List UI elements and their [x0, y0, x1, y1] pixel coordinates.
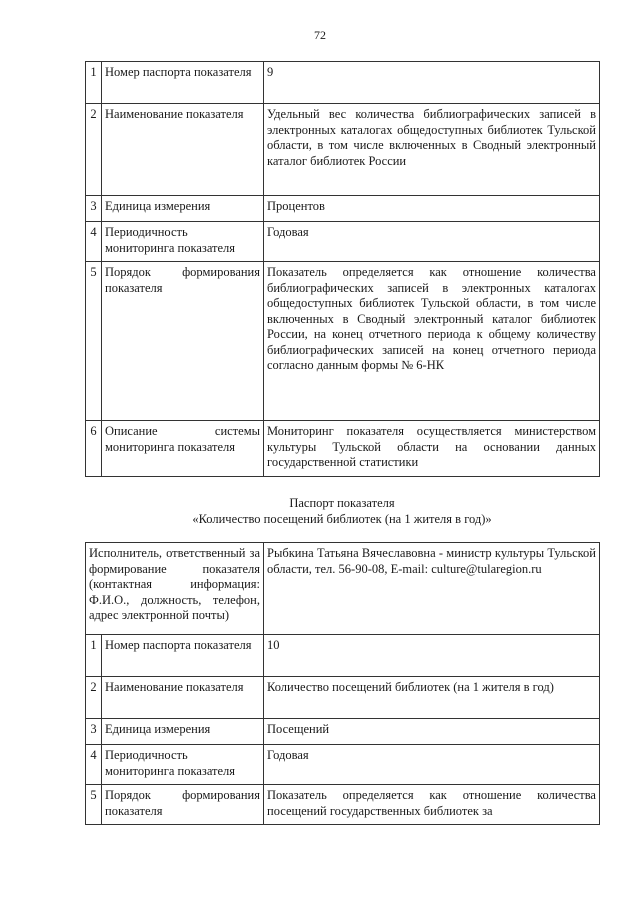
table-row [86, 677, 600, 719]
row-value: Мониторинг показателя осуществляется министерством культуры Тульской области на основании данных государственной статистики [264, 421, 600, 477]
row-label: Наименование показателя [102, 104, 264, 196]
row-label: Единица измерения [102, 719, 264, 745]
indicator-passport-9-table [85, 61, 600, 477]
row-number: 1 [86, 635, 102, 677]
row-number: 5 [86, 262, 102, 421]
row-label: Периодичность мониторинга показателя [102, 222, 264, 262]
row-label: Порядок формирования показателя [102, 785, 264, 825]
row-value: Годовая [264, 222, 600, 262]
passport-subtitle: «Количество посещений библиотек (на 1 жителя в год)» [192, 512, 492, 526]
row-value: Удельный вес количества библиографических записей в электронных каталогах общедоступных библиотек Тульской области, в том числе включенных в Сводный электронный каталог библиотек России [264, 104, 600, 196]
row-number: 5 [86, 785, 102, 825]
row-number: 3 [86, 196, 102, 222]
table-row [86, 785, 600, 825]
row-number: 4 [86, 222, 102, 262]
row-value: Показатель определяется как отношение количества библиографических записей в электронных каталогах общедоступных библиотек Тульской области, в том числе включенных в Сводный электронный каталог библиотек России, на конец отчетного периода к общему количеству библиографических записей на конец отчетного периода согласно данным формы № 6-НК [264, 262, 600, 421]
row-label: Периодичность мониторинга показателя [102, 745, 264, 785]
row-number: 3 [86, 719, 102, 745]
table-row [86, 222, 600, 262]
row-value: Показатель определяется как отношение количества посещений государственных библиотек за [264, 785, 600, 825]
table-row [86, 745, 600, 785]
row-value: 9 [264, 62, 600, 104]
executor-value: Рыбкина Татьяна Вячеславовна - министр культуры Тульской области, тел. 56-90-08, E-mail: culture@tularegion.ru [264, 543, 600, 635]
table-row [86, 635, 600, 677]
row-number: 1 [86, 62, 102, 104]
row-number: 6 [86, 421, 102, 477]
row-label: Описание системы мониторинга показателя [102, 421, 264, 477]
row-value: Процентов [264, 196, 600, 222]
table-row [86, 421, 600, 477]
indicator-passport-10-table [85, 542, 600, 825]
row-label: Порядок формирования показателя [102, 262, 264, 421]
table-row [86, 719, 600, 745]
row-label: Наименование показателя [102, 677, 264, 719]
table-row [86, 196, 600, 222]
table-row [86, 262, 600, 421]
row-value: Посещений [264, 719, 600, 745]
row-value: Годовая [264, 745, 600, 785]
row-number: 4 [86, 745, 102, 785]
row-value: Количество посещений библиотек (на 1 жителя в год) [264, 677, 600, 719]
row-value: 10 [264, 635, 600, 677]
executor-label: Исполнитель, ответственный за формирование показателя (контактная информация: Ф.И.О., должность, телефон, адрес электронной почты) [86, 543, 264, 635]
row-number: 2 [86, 677, 102, 719]
table-row [86, 104, 600, 196]
row-label: Номер паспорта показателя [102, 62, 264, 104]
row-number: 2 [86, 104, 102, 196]
table-row [86, 62, 600, 104]
page-number: 72 [314, 28, 326, 42]
executor-row [86, 543, 600, 635]
passport-title: Паспорт показателя [289, 496, 395, 510]
row-label: Единица измерения [102, 196, 264, 222]
row-label: Номер паспорта показателя [102, 635, 264, 677]
